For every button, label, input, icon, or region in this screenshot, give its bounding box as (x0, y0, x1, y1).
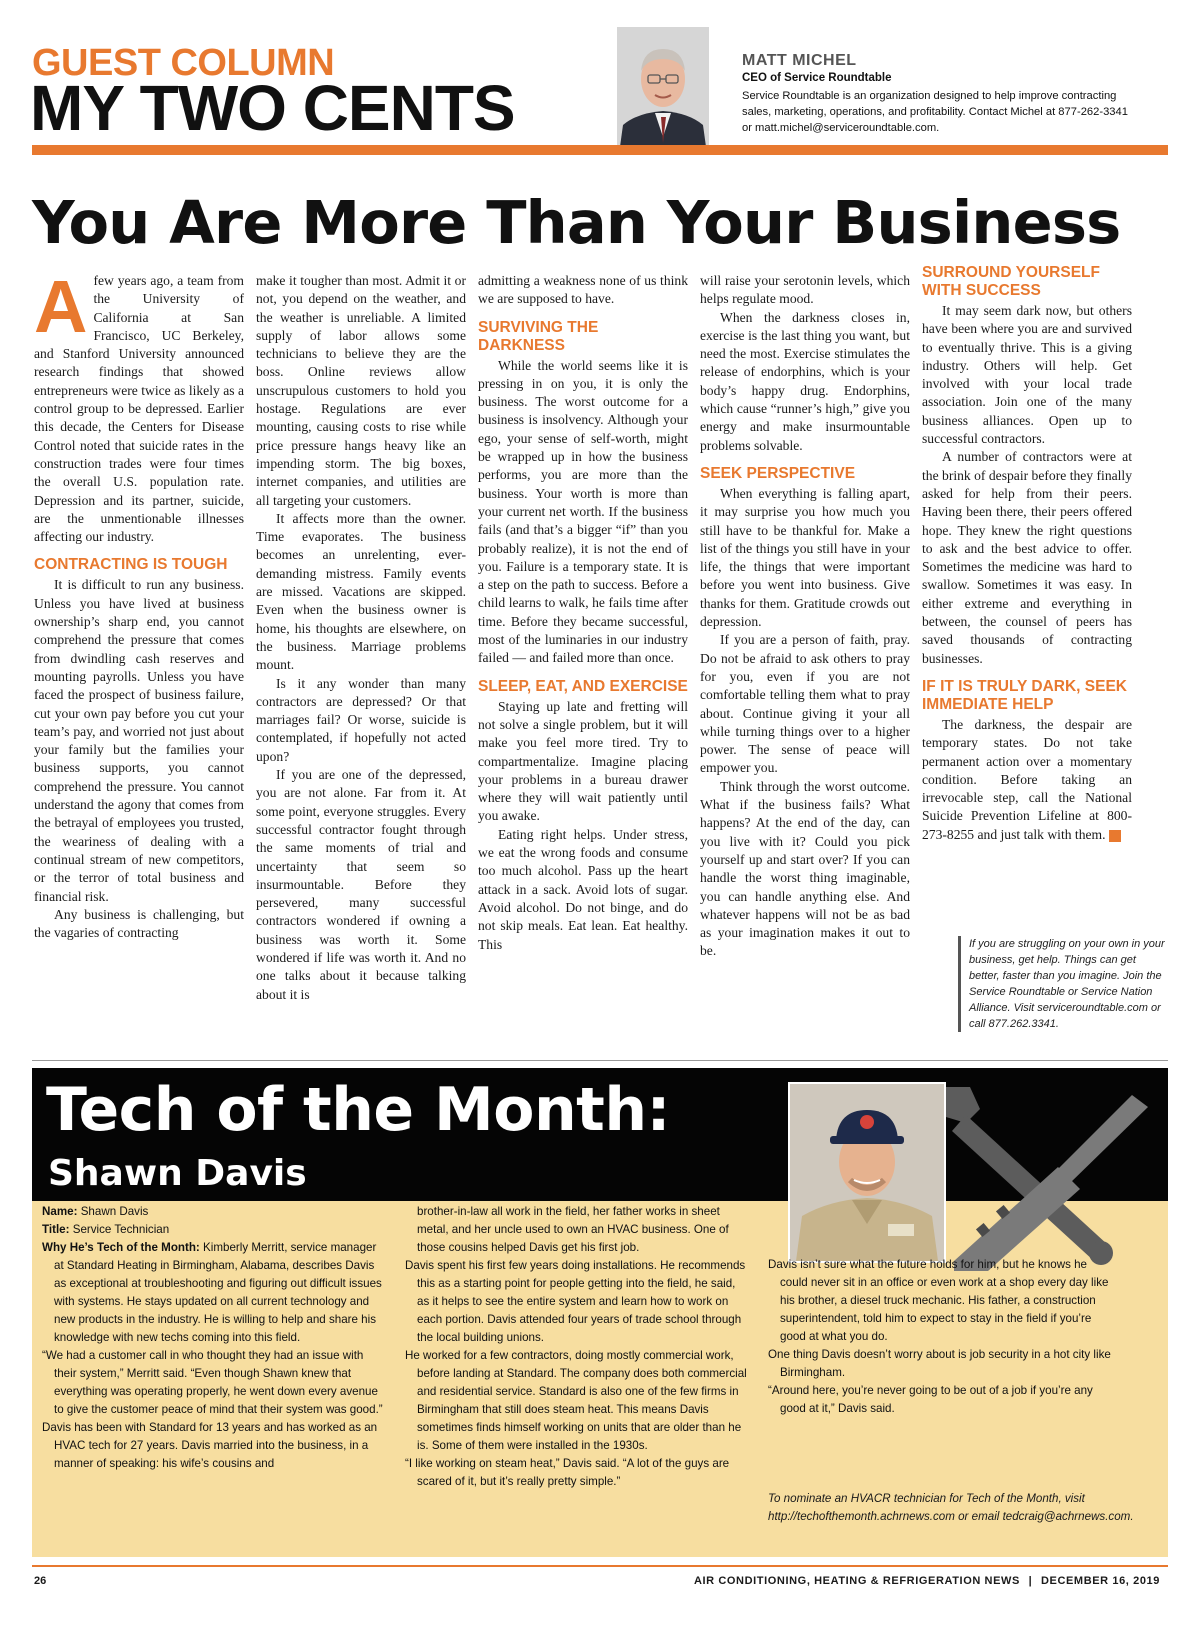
issue-date: DECEMBER 16, 2019 (1040, 1575, 1160, 1587)
tech-name-heading: Shawn Davis (48, 1153, 307, 1194)
article-paragraph: Think through the worst outcome. What if the business fails? What happens? At the end of the day, can you live with it? Could you pick yourself up and start over? If you can handle the worst thing imaginable, you can handle anything else. And whatever happens will not be as bad as your imagination makes it out to be. (700, 778, 910, 959)
article-paragraph: make it tougher than most. Admit it or not, you depend on the weather, and the weather is unreliable. A limited supply of labor allows some technicians to believe they are the boss. Online reviews allow unscrupulous customers to hold you hostage. Regulations are ever mounting, causing costs to rise while price pressure hangs heavy like an impending storm. The big boxes, internet companies, and utilities are all targeting your customers. (256, 273, 466, 508)
end-mark-icon: N (1109, 830, 1121, 842)
article-paragraph: When the darkness closes in, exercise is the last thing you want, but need the most. Exercise stimulates the release of endorphins, which is your body’s happy drug. Endorphins, which cause “runner’s high,” give you energy and make insurmountable problems solvable. (700, 309, 910, 453)
tech-paragraph: “Around here, you’re never going to be out of a job if you’re any good at it,” Davis said. (768, 1384, 1093, 1415)
article-paragraph: It affects more than the owner. Time evaporates. The business becomes an unrelenting, ever-demanding mistress. Family events are missed. Vacations are skipped. Even when the business owner is home, his thoughts are elsewhere, on the business. Marriage problems mount. (256, 510, 466, 673)
footer-separator: | (1028, 1575, 1033, 1587)
subhead-surround-yourself: SURROUND YOURSELF WITH SUCCESS (922, 264, 1100, 299)
subhead-seek-help: IF IT IS TRULY DARK, SEEK IMMEDIATE HELP (922, 677, 1127, 713)
tech-name-line: Name: Shawn Davis (42, 1205, 149, 1218)
article-paragraph: A number of contractors were at the brink of despair before they finally asked for help from their peers. Having been there, their peers offered hope. They knew the right questions to ask and the best advice to offer. Sometimes the medicine was hard to swallow. Sometimes it was easy. In either extreme and everything in between, the counsel of peers has saved thousands of contracting businesses. (922, 449, 1132, 666)
article-paragraph: Staying up late and fretting will not solve a single problem, but it will make you feel more tired. Try to compartmentalize. Imagine placing your problems in a bureau drawer where they will wait patiently until you awake. (478, 698, 688, 824)
article-paragraph: While the world seems like it is pressing in on you, it is only the business. The worst outcome for a business is insolvency. Although your ego, your sense of self-worth, might be wrapped up in how the business performs, you are more than the business. Your worth is more than your current net worth. If the business fails (and that’s a bigger “if” than you probably realize), it is not the end of you. Failure is a temporary state. It is a step on the path to success. Before a child learns to walk, he fails time after time. Before they became successful, most of the luminaries in our industry failed — and failed more than once. (478, 357, 688, 666)
tech-paragraph: Davis isn’t sure what the future holds for him, but he knows he could never sit in an office or even work at a shop every day like his brother, a diesel truck mechanic. His father, a construction superintendent, told him to expect to stay in the field if you’re good at what you do. (768, 1258, 1109, 1343)
tech-paragraph: brother-in-law all work in the field, her father works in sheet metal, and her uncle used to own an HVAC business. One of those cousins helped Davis get his first job. (417, 1205, 729, 1254)
tech-of-month-title: Tech of the Month: (46, 1075, 671, 1145)
tech-photo (788, 1082, 946, 1263)
article-paragraph: It is difficult to run any business. Unless you have lived at business ownership’s sharp end, you cannot comprehend the pressure that comes from dwindling cash reserves and mounting payrolls. Unless you have faced the prospect of business failure, cut your own pay before you cut your team’s pay, and worried not just about your family but the families your business supports, you cannot comprehend the pressure. You cannot understand the agony that comes from the betrayal of employees you trusted, the weariness of dealing with a continual stream of new competitors, or the terror of total business and financial risk. (34, 577, 244, 904)
header-rule (32, 145, 1168, 155)
article-paragraph: admitting a weakness none of us think we are supposed to have. (478, 273, 688, 307)
article-paragraph: will raise your serotonin levels, which helps regulate mood. (700, 273, 910, 307)
tech-column-3 (768, 1256, 1113, 1418)
tech-paragraph: Davis has been with Standard for 13 years and has worked as an HVAC tech for 27 years. Davis married into the business, in a manner of speaking: his wife’s cousins and (42, 1421, 378, 1470)
wrench-screwdriver-icon (918, 1075, 1158, 1271)
author-role: CEO of Service Roundtable (742, 72, 892, 84)
subhead-sleep-eat-exercise: SLEEP, EAT, AND EXERCISE (478, 677, 688, 695)
article-paragraph: If you are a person of faith, pray. Do not be afraid to ask others to pray for you, even if you are not comfortable telling them what to pray about. Continue giving it your all while turning things over to a higher power. The sense of peace will empower you. (700, 632, 910, 776)
subhead-contracting-tough: CONTRACTING IS TOUGH (34, 556, 228, 574)
tech-column-1 (42, 1203, 387, 1473)
article-column-1 (34, 265, 244, 942)
article-paragraph: It may seem dark now, but others have been where you are and survived to eventually thrive. This is a giving industry. Others will help. Get involved with your local trade association. Join one of the many business alliances. Open up to successful contractors. (922, 303, 1132, 447)
article-paragraph: If you are one of the depressed, you are not alone. Far from it. At some point, everyone struggles. Every successful contractor fought through the same moments of trial and uncertainty that seem so insurmountable. Before they persevered, many successful contractors wondered if owning a business was worth it. Some wondered if life was worth it. And no one talks about it because talking about it is (256, 767, 466, 1002)
guest-column-label: GUEST COLUMN (32, 42, 335, 84)
tech-paragraph: “We had a customer call in who thought they had an issue with their system,” Merritt said. “Even though Shawn knew that everything was operating properly, he went down every avenue to give the customer peace of mind that their system was good.” (42, 1349, 383, 1416)
article-paragraph: Eating right helps. Under stress, we eat the wrong foods and consume too much alcohol. Pass up the heart attack in a sack. Avoid lots of sugar. Avoid alcohol. Do not binge, and do not skip meals. Eat lean. Eat healthy. This (478, 826, 688, 952)
page-number: 26 (34, 1575, 47, 1587)
section-title: MY TWO CENTS (30, 72, 515, 144)
drop-cap: A (34, 265, 88, 348)
section-divider (32, 1060, 1168, 1061)
article-paragraph: Is it any wonder than many contractors are depressed? Or that marriages fail? Or worse, suicide is contemplated, if hopefully not acted upon? (256, 675, 466, 764)
author-name: MATT MICHEL (742, 52, 857, 69)
article-paragraph: Any business is challenging, but the vagaries of contracting (34, 906, 244, 941)
author-portrait-illustration (617, 27, 709, 154)
footer-rule (32, 1565, 1168, 1567)
article-column-5 (922, 264, 1137, 844)
tech-portrait-illustration (790, 1084, 944, 1261)
tech-paragraph: Davis spent his first few years doing installations. He recommends this as a starting point for people getting into the field, he said, as it helps to see the entire system and learn how to work on each portion. Davis attended four years of trade school through the local building unions. (405, 1259, 746, 1344)
tech-column-2 (405, 1203, 750, 1491)
article-column-3 (478, 272, 688, 954)
article-column-4 (700, 272, 910, 961)
article-paragraph: The darkness, the despair are temporary states. Do not take permanent action over a momentary condition. Before taking an irrevocable step, call the National Suicide Prevention Lifeline at 800-273-8255 and just talk with them. N (922, 716, 1137, 842)
article-paragraph: Afew years ago, a team from the University of California at San Francisco, UC Berkeley, and Stanford University announced research findings that showed entrepreneurs were twice as likely as a control group to be depressed. Earlier this decade, the Centers for Disease Control noted that suicide rates in the construction trades were four times the overall U.S. population rate. Depression and its partner, suicide, are the unmentionable illnesses affecting our industry. (34, 265, 244, 545)
tech-paragraph: He worked for a few contractors, doing mostly commercial work, before landing at Standard. The company does both commercial and residential service. Standard is also one of the few firms in Birmingham that still does steam heat. This means Davis sometimes finds himself working on units that are older than he is. Some of them were installed in the 1930s. (405, 1349, 747, 1452)
footer-publication-line (694, 1575, 1160, 1587)
tech-paragraph: “I like working on steam heat,” Davis said. “A lot of the guys are scared of it, but it’s really pretty simple.” (405, 1457, 730, 1488)
article-paragraph: When everything is falling apart, it may surprise you how much you still have to be thankful for. Make a list of the things you still have in your life, the things that were important before you went into business. Give thanks for them. Gratitude crowds out depression. (700, 485, 910, 630)
nomination-note: To nominate an HVACR technician for Tech of the Month, visit http://techofthemonth.achrnews.com or email tedcraig@achrnews.com. (768, 1492, 1134, 1523)
author-photo (617, 27, 709, 154)
tech-why-line: Why He’s Tech of the Month: Kimberly Merritt, service manager at Standard Heating in Birmingham, Alabama, describes Davis as exceptional at troubleshooting and figuring out difficult issues with systems. He stays updated on all current technology and new products in the industry. He is willing to help and share his knowledge with new techs coming into this field. (42, 1241, 382, 1344)
publication-name: AIR CONDITIONING, HEATING & REFRIGERATION NEWS (693, 1575, 1020, 1587)
article-headline: You Are More Than Your Business (32, 188, 1121, 257)
author-bio: Service Roundtable is an organization designed to help improve contracting sales, marketing, operations, and profitability. Contact Michel at 877-262-3341 or matt.michel@serviceroundtable.com. (742, 90, 1128, 134)
subhead-surviving-darkness: SURVIVING THE DARKNESS (478, 318, 599, 354)
tech-paragraph: One thing Davis doesn’t worry about is job security in a hot city like Birmingham. (768, 1348, 1111, 1379)
sidebar-note: If you are struggling on your own in your business, get help. Things can get better, faster than you imagine. Join the Service Roundtable or Service Nation Alliance. Visit serviceroundtable.com or call 877.262.3341. (958, 936, 1169, 1032)
subhead-seek-perspective: SEEK PERSPECTIVE (700, 464, 856, 482)
tech-title-line: Title: Service Technician (42, 1223, 170, 1236)
article-column-2 (256, 272, 466, 1004)
